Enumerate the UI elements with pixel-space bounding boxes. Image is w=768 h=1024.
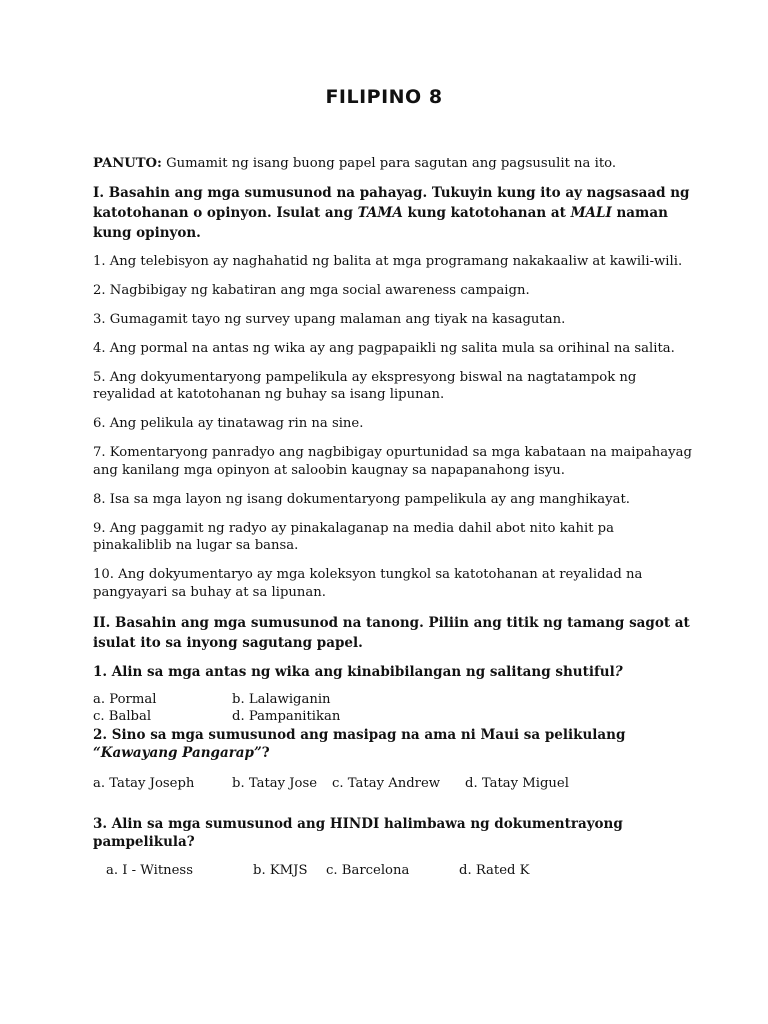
statement-7: 7. Komentaryong panradyo ang nagbibigay opurtunidad sa mga kabataan na maipahayag ang kanilang mga opinyon at saloobin kaugnay sa napapanahong isyu. xyxy=(93,445,692,478)
statement-1: 1. Ang telebisyon ay naghahatid ng balita at mga programang nakakaaliw at kawili-wili. xyxy=(93,253,683,269)
question-2-film-title: “Kawayang Pangarap” xyxy=(93,744,262,761)
document-body xyxy=(93,155,693,880)
option-2c: c. Tatay Andrew xyxy=(332,775,441,791)
part1-heading xyxy=(93,183,693,243)
question-1-options xyxy=(93,691,693,726)
option-2b: b. Tatay Jose xyxy=(232,775,318,791)
question-3-options xyxy=(93,862,693,880)
option-3a: a. I - Witness xyxy=(106,862,193,878)
option-3c: c. Barcelona xyxy=(326,862,410,878)
option-1c: c. Balbal xyxy=(93,709,152,724)
question-2-text: 2. Sino sa mga sumusunod ang masipag na ama ni Maui sa pelikulang xyxy=(93,726,626,743)
question-2-options xyxy=(93,775,693,793)
statement-8: 8. Isa sa mga layon ng isang dokumentaryong pampelikula ay ang manghikayat. xyxy=(93,491,630,507)
statement-3: 3. Gumagamit tayo ng survey upang malaman ang tiyak na kasagutan. xyxy=(93,311,566,327)
part1-heading-text-end: naman kung opinyon. xyxy=(93,204,668,241)
question-1 xyxy=(93,663,693,681)
option-3b: b. KMJS xyxy=(253,862,308,878)
question-2 xyxy=(93,726,693,762)
option-1a: a. Pormal xyxy=(93,691,157,707)
statement-10: 10. Ang dokyumentaryo ay mga koleksyon tungkol sa katotohanan at reyalidad na pangyayari sa buhay at sa lipunan. xyxy=(93,567,643,600)
statement-2: 2. Nagbibigay ng kabatiran ang mga social awareness campaign. xyxy=(93,282,530,298)
part2-heading: II. Basahin ang mga sumusunod na tanong. Piliin ang titik ng tamang sagot at isulat ito sa inyong sagutang papel. xyxy=(93,614,690,651)
part1-heading-mali: MALI xyxy=(570,204,612,221)
question-2-mark: ? xyxy=(261,744,270,761)
instructions-text: Gumamit ng isang buong papel para sagutan ang pagsusulit na ito. xyxy=(166,156,617,171)
instructions xyxy=(93,155,693,173)
option-1b: b. Lalawiganin xyxy=(232,691,331,707)
statement-9: 9. Ang paggamit ng radyo ay pinakalaganap na media dahil abot nito kahit pa pinakaliblib na lugar sa bansa. xyxy=(93,520,614,553)
question-1-mark: ? xyxy=(614,663,623,680)
question-3: 3. Alin sa mga sumusunod ang HINDI halimbawa ng dokumentrayong pampelikula? xyxy=(93,815,623,850)
instructions-label: PANUTO: xyxy=(93,156,162,171)
statement-6: 6. Ang pelikula ay tinatawag rin na sine. xyxy=(93,416,364,431)
option-2d: d. Tatay Miguel xyxy=(465,775,569,791)
page-title: FILIPINO 8 xyxy=(325,86,443,108)
part1-heading-text-mid: kung katotohanan at xyxy=(402,204,571,221)
option-1d: d. Pampanitikan xyxy=(232,709,341,724)
part1-heading-text: I. Basahin ang mga sumusunod na pahayag. Tukuyin kung ito ay nagsasaad ng katotohanan o opinyon. Isulat ang xyxy=(93,184,690,221)
question-1-text: 1. Alin sa mga antas ng wika ang kinabibilangan ng salitang shutiful xyxy=(93,663,615,680)
part1-heading-tama: TAMA xyxy=(357,204,403,221)
statement-5: 5. Ang dokyumentaryong pampelikula ay ekspresyong biswal na nagtatampok ng reyalidad at katotohanan ng buhay sa isang lipunan. xyxy=(93,369,637,402)
option-3d: d. Rated K xyxy=(459,862,530,878)
option-2a: a. Tatay Joseph xyxy=(93,775,195,791)
statement-4: 4. Ang pormal na antas ng wika ay ang pagpapaikli ng salita mula sa orihinal na salita. xyxy=(93,340,675,356)
